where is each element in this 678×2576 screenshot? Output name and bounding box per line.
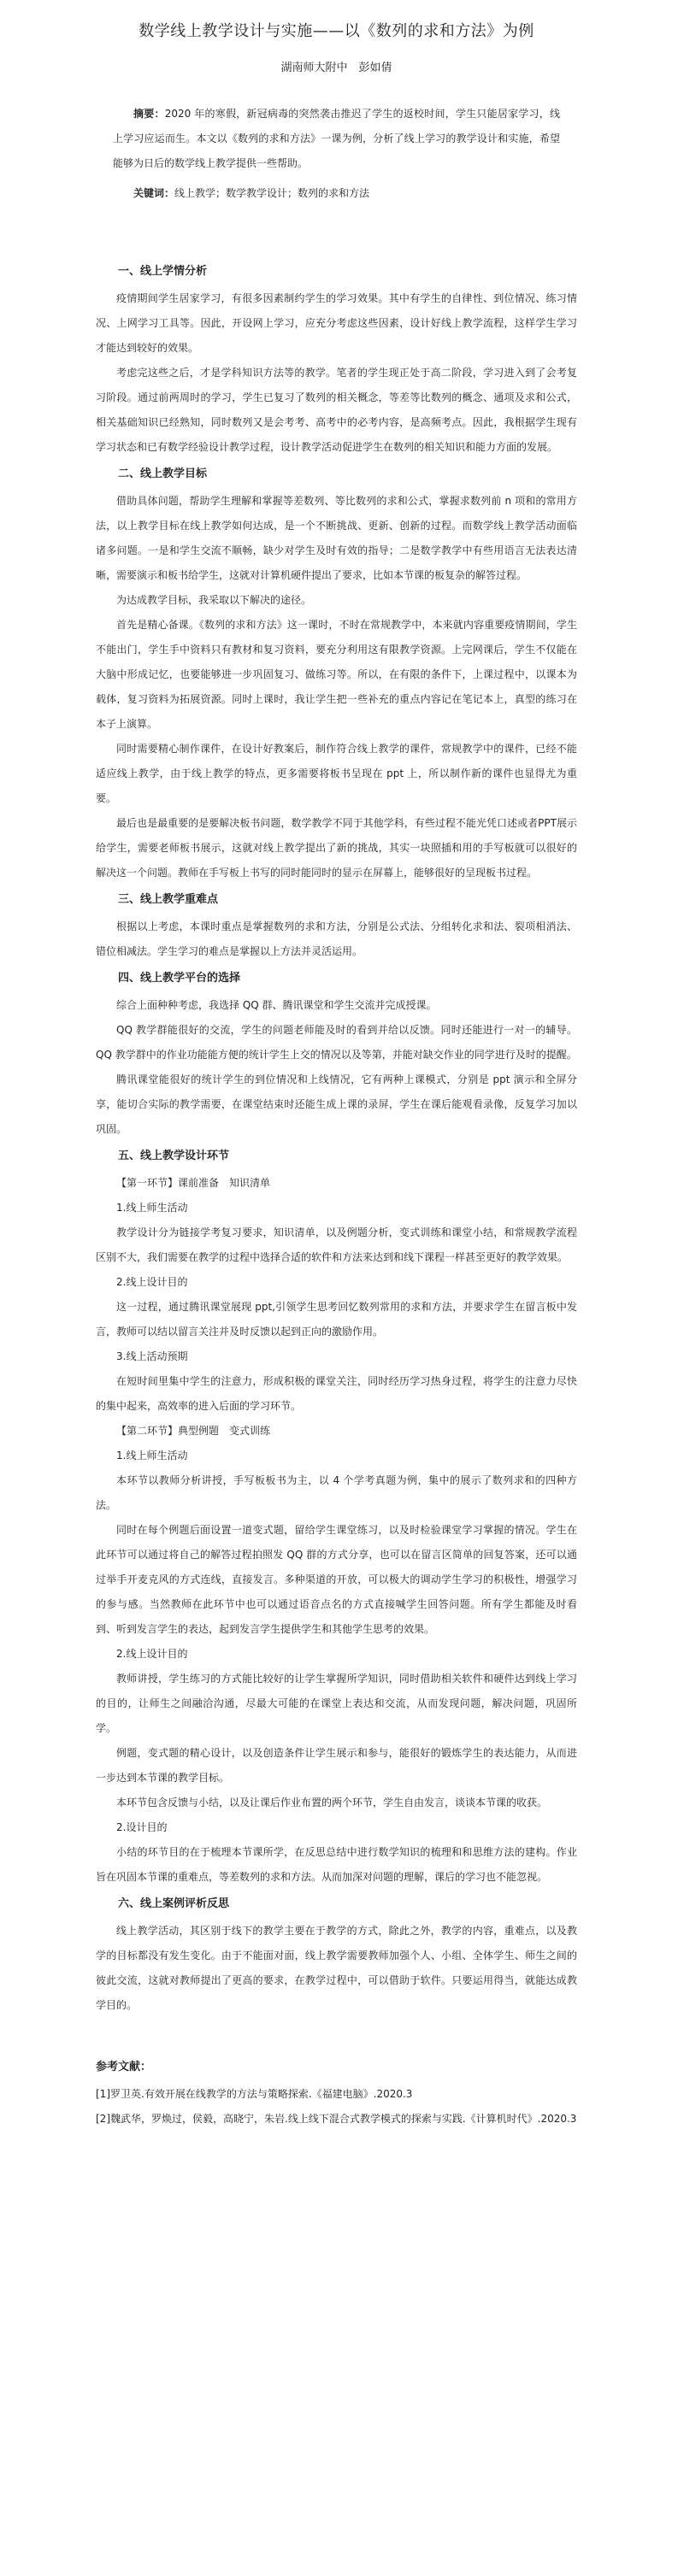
body-paragraph: 最后也是最重要的是要解决板书问题，数学教学不同于其他学科，有些过程不能光凭口述或者PPT展示给学生，需要老师板书展示，这就对线上教学提出了新的挑战，其实一块照插和用的手写板就可以很好的解决这一个问题。教师在手写板上书写的同时能同时的显示在屏幕上，能够很好的呈现板书过程。: [96, 817, 577, 879]
body-paragraph: 首先是精心备课。《数列的求和方法》这一课时，不时在常规教学中，本来就内容重要疫情期间，学生不能出门，学生手中资料只有教材和复习资料，要充分利用这有限教学资源。上完网课后，学生不仅能在大脑中形成记忆，也要能够进一步巩固复习、做练习等。所以，在有限的条件下，上课过程中，以课本为载体，复习资料为拓展资源。同时上课时，我让学生把一些补充的重点内容记在笔记本上，真型的练习在本子上演算。: [96, 619, 577, 730]
abstract: [96, 102, 577, 176]
body-paragraph: 本环节包含反馈与小结，以及让课后作业布置的两个环节，学生自由发言，谈谈本节课的收获。: [116, 1797, 548, 1808]
article-author: 湖南师大附中 彭如倩: [280, 62, 392, 74]
body-paragraph: 这一过程，通过腾讯课堂展现 ppt,引领学生思考回忆数列常用的求和方法，并要求学生在留言板中发言，教师可以结以留言关注并及时反馈以起到正向的激励作用。: [96, 1301, 577, 1338]
subsection-label: 1.线上师生活动: [116, 1202, 188, 1214]
body-paragraph: 小结的环节目的在于梳理本节课所学，在反思总结中进行数学知识的梳理和和思维方法的建构。作业旨在巩固本节课的重难点，等差数列的求和方法。从而加深对问题的理解，课后的学习也不能忽视。: [96, 1846, 577, 1883]
subsection-label: 2.设计目的: [116, 1821, 168, 1833]
body-paragraph: 同时在每个例题后面设置一道变式题，留给学生课堂练习，以及时检验课堂学习掌握的情况。学生在此环节可以通过将自己的解答过程拍照发 QQ 群的方式分享，也可以在留言区简单的回复答案，还可以通过举手开麦克风的方式连线，直接发言。多种渠道的开放，可以极大的调动学生学习的积极性，增强学习的参与感。当然教师在此环节中也可以通过语音点名的方式直接喊学生回答问题。所有学生都能及时看到、听到发言学生的表达，起到发言学生提供学生和其他学生思考的效果。: [96, 1524, 577, 1635]
section-heading: 六、线上案例评析反思: [118, 1897, 230, 1910]
subsection-label: 2.线上设计目的: [116, 1276, 188, 1288]
section-heading: 二、线上教学目标: [118, 468, 208, 480]
body-paragraph: 本环节以教师分析讲授，手写板板书为主，以 4 个学考真题为例，集中的展示了数列求和的四种方法。: [96, 1474, 577, 1511]
subsection-label: 3.线上活动预期: [116, 1350, 188, 1362]
body-paragraph: QQ 教学群能很好的交流，学生的问题老师能及时的看到并给以反馈。同时还能进行一对一的辅导。QQ 教学群中的作业功能能方便的统计学生上交的情况以及等第，并能对缺交作业的同学进行及时的提醒。: [96, 1024, 577, 1061]
body-paragraph: 教师讲授，学生练习的方式能比较好的让学生掌握所学知识，同时借助相关软件和硬件达到线上学习的目的，让师生之间融洽沟通，尽最大可能的在课堂上表达和交流，从而发现问题，解决问题，巩固所学。: [96, 1673, 577, 1734]
article-body: [96, 257, 577, 2018]
subsection-label: 2.线上设计目的: [116, 1648, 188, 1660]
body-paragraph: 线上教学活动，其区别于线下的教学主要在于教学的方式，除此之外，教学的内容，重难点，以及教学的目标都没有发生变化。由于不能面对面，线上教学需要教师加强个人、小组、全体学生、师生之间的彼此交流，这就对教师提出了更高的要求，在教学过程中，可以借助于软件。只要运用得当，就能达成教学目的。: [96, 1925, 577, 2011]
body-paragraph: 疫情期间学生居家学习，有很多因素制约学生的学习效果。其中有学生的自律性、到位情况、练习情况、上网学习工具等。因此，开设网上学习，应充分考虑这些因素，设计好线上教学流程，这样学生学习才能达到较好的效果。: [96, 292, 577, 354]
abstract-label: 摘要：: [133, 108, 165, 120]
keywords: [96, 181, 577, 206]
body-paragraph: 综合上面种种考虑，我选择 QQ 群、腾讯课堂和学生交流并完成授课。: [116, 999, 437, 1011]
section-heading: 五、线上教学设计环节: [118, 1150, 230, 1162]
keywords-text: 线上教学；数学教学设计；数列的求和方法: [174, 187, 370, 199]
body-paragraph: 在短时间里集中学生的注意力，形成积极的课堂关注，同时经历学习热身过程，将学生的注意力尽快的集中起来，高效率的进入后面的学习环节。: [96, 1375, 577, 1412]
body-paragraph: 教学设计分为链接学考复习要求，知识清单，以及例题分析，变式训练和课堂小结，和常规教学流程区别不大，我们需要在教学的过程中选择合适的软件和方法来达到和线下课程一样甚至更好的教学效果。: [96, 1226, 577, 1263]
subsection-label: 1.线上师生活动: [116, 1450, 188, 1461]
reference-item: [1]罗卫英.有效开展在线教学的方法与策略探索.《福建电脑》.2020.3: [96, 2088, 413, 2100]
body-paragraph: 根据以上考虑，本课时重点是掌握数列的求和方法，分别是公式法、分组转化求和法、裂项相消法、错位相减法。学生学习的难点是掌握以上方法并灵活运用。: [96, 920, 577, 957]
section-heading: 一、线上学情分析: [118, 265, 208, 278]
article-title: 数学线上教学设计与实施——以《数列的求和方法》为例: [139, 22, 534, 40]
section-heading: 四、线上教学平台的选择: [118, 972, 241, 985]
body-paragraph: 为达成教学目标，我采取以下解决的途径。: [116, 594, 312, 606]
abstract-text: 2020 年的寒假，新冠病毒的突然袭击推迟了学生的返校时间，学生只能居家学习，线上学习应运而生。本文以《数列的求和方法》一课为例，分析了线上学习的教学设计和实施，希望能够为日后的数学线上教学提供一些帮助。: [113, 108, 560, 169]
reference-item: [2]魏武华，罗焕过，侯毅，高晓宁，朱岩.线上线下混合式教学模式的探索与实践.《计算机时代》.2020.3: [96, 2113, 577, 2125]
body-paragraph: 借助具体问题，帮助学生理解和掌握等差数列、等比数列的求和公式，掌握求数列前 n 项和的常用方法，以上教学目标在线上教学如何达成，是一个不断挑战、更新、创新的过程。而数学线上教学活动面临诸多问题。一是和学生交流不顺畅，缺少对学生及时有效的指导；二是数学教学中有些用语言无法表达清晰，需要演示和板书给学生，这就对计算机硬件提出了要求，比如本节课的板复杂的解答过程。: [96, 495, 577, 581]
body-paragraph: 同时需要精心制作课件，在设计好教案后，制作符合线上教学的课件，常规教学中的课件，已经不能适应线上教学，由于线上教学的特点，更多需要将板书呈现在 ppt 上，所以制作新的课件也显得尤为重要。: [96, 743, 577, 804]
body-paragraph: 考虑完这些之后，才是学科知识方法等的教学。笔者的学生现正处于高二阶段，学习进入到了会考复习阶段。通过前两周时的学习，学生已复习了数列的相关概念，等差等比数列的概念、通项及求和公式，相关基础知识已经熟知，同时数列又是会考考、高考中的必考内容，是高频考点。因此，我根据学生现有学习状态和已有数学经验设计教学过程，设计教学活动促进学生在数列的相关知识和能力方面的发展。: [96, 367, 577, 453]
references-list: [96, 2082, 577, 2132]
subsection-label: 【第一环节】课前准备 知识清单: [116, 1177, 271, 1189]
body-paragraph: 腾讯课堂能很好的统计学生的到位情况和上线情况，它有两种上课模式，分别是 ppt 演示和全屏分享，能切合实际的教学需要，在课堂结束时还能生成上课的录屏，学生在课后能观看录像，反复学习加以巩固。: [96, 1073, 577, 1135]
body-paragraph: 例题，变式题的精心设计，以及创造条件让学生展示和参与，能很好的锻炼学生的表达能力，从而进一步达到本节课的教学目标。: [96, 1747, 577, 1784]
subsection-label: 【第二环节】典型例题 变式训练: [116, 1425, 271, 1437]
section-heading: 三、线上教学重难点: [118, 893, 219, 906]
references-title: 参考文献：: [96, 2061, 152, 2073]
keywords-label: 关键词：: [133, 187, 175, 199]
